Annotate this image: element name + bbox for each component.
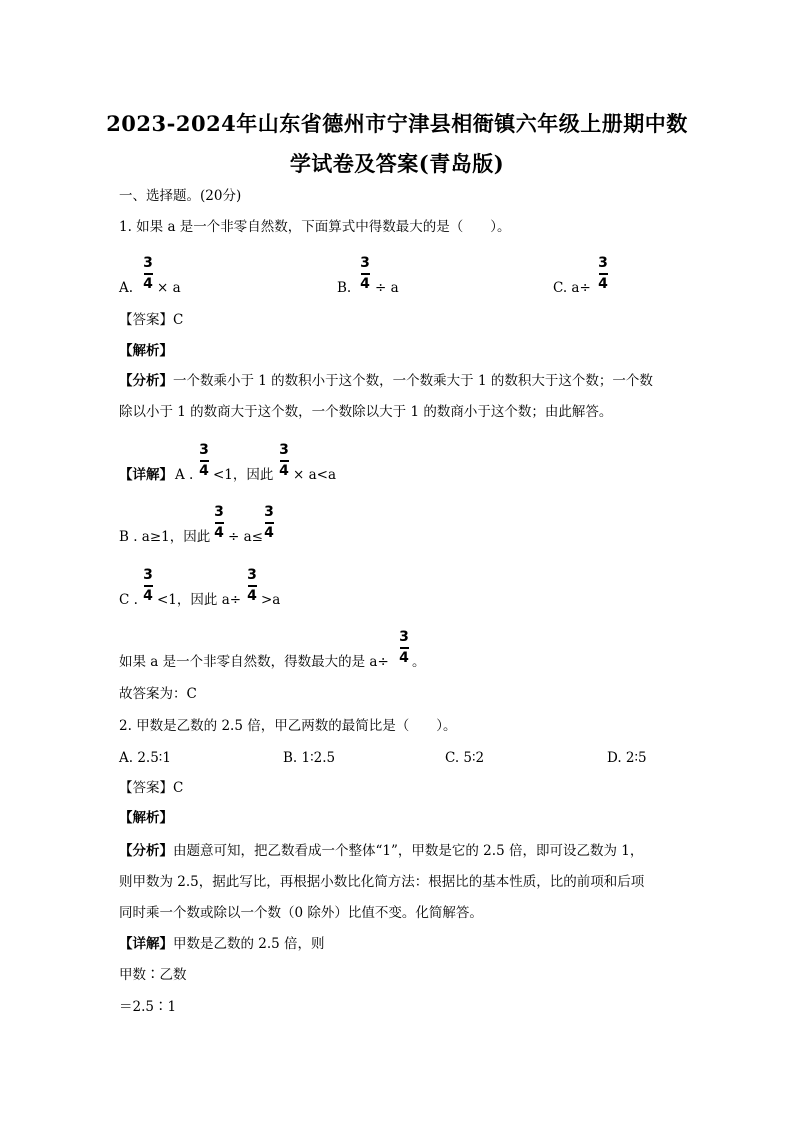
fraction-numerator: 3 (143, 567, 153, 583)
q1-detail-c-fraction-2 (245, 568, 259, 603)
q1-detail-a-mid: <1，因此 (213, 467, 274, 483)
q1-analysis-label: 【解析】 (119, 343, 173, 359)
q1-conclusion-text: 如果 a 是一个非零自然数，得数最大的是 a÷ (119, 654, 389, 670)
q1-option-c-fraction (596, 256, 610, 291)
q1-answer: 【答案】C (119, 312, 184, 328)
q1-detail-a-fraction-1 (197, 443, 211, 478)
fraction-denominator: 4 (199, 463, 209, 479)
fraction-numerator: 3 (399, 629, 409, 645)
fraction-numerator: 3 (143, 255, 153, 271)
fraction-numerator: 3 (598, 255, 608, 271)
fraction-numerator: 3 (214, 504, 224, 520)
q1-detail-a-fraction-2 (277, 443, 291, 478)
q2-detail-line-1 (119, 938, 325, 952)
fraction-bar (361, 273, 370, 275)
q1-analysis-line-1 (119, 375, 653, 389)
q2-analysis-label: 【解析】 (119, 810, 173, 826)
fraction-bar (599, 273, 608, 275)
q1-detail-b-prefix: B . a≥1，因此 (119, 529, 211, 545)
q2-analysis-text-1: 由题意可知，把乙数看成一个整体“1”，甲数是它的 2.5 倍，即可设乙数为 1， (173, 843, 644, 859)
q1-detail-b-fraction-1 (212, 505, 226, 540)
fraction-denominator: 4 (360, 276, 370, 292)
q2-analysis-line-1 (119, 845, 643, 859)
fraction-bar (144, 273, 153, 275)
q1-option-a-text: × a (157, 280, 181, 296)
fraction-bar (248, 585, 257, 587)
q1-detail-b-fraction-2 (262, 505, 276, 540)
fraction-denominator: 4 (399, 650, 409, 666)
q2-stem: 2. 甲数是乙数的 2.5 倍，甲乙两数的最简比是（ ）。 (119, 718, 457, 734)
q1-conclusion-end: 。 (412, 654, 426, 670)
q2-analysis-line-3: 同时乘一个数或除以一个数（0 除外）比值不变。化简解答。 (119, 905, 483, 921)
q1-option-b-label: B. (337, 280, 352, 296)
q1-option-a-label: A. (119, 280, 134, 296)
section-heading: 一、选择题。(20分) (119, 188, 242, 204)
fraction-numerator: 3 (199, 442, 209, 458)
fraction-denominator: 4 (214, 525, 224, 541)
q1-detail-c-prefix: C . (119, 592, 138, 608)
q2-answer: 【答案】C (119, 780, 184, 796)
fraction-bar (400, 647, 409, 649)
q1-detail-b-mid: ÷ a≤ (228, 529, 263, 545)
q1-detail-a-prefix: A . (175, 467, 194, 483)
title-line-1: 2023-2024年山东省德州市宁津县相衙镇六年级上册期中数 (106, 111, 688, 136)
q1-option-b-text: ÷ a (375, 280, 399, 296)
q1-detail-a-end: × a<a (293, 467, 337, 483)
q2-option-b: B. 1∶2.5 (283, 750, 336, 766)
q1-analysis-text-1: 一个数乘小于 1 的数积小于这个数，一个数乘大于 1 的数积大于这个数；一个数 (173, 373, 653, 389)
q1-detail-c-end: >a (261, 592, 281, 608)
q1-conclusion-fraction (397, 630, 411, 665)
q1-final-answer: 故答案为：C (119, 686, 197, 702)
q1-stem: 1. 如果 a 是一个非零自然数，下面算式中得数最大的是（ ）。 (119, 219, 511, 235)
q1-option-a-fraction (141, 256, 155, 291)
fraction-bar (200, 460, 209, 462)
title-line-2: 学试卷及答案(青岛版) (289, 151, 505, 176)
q1-analysis-line-2: 除以小于 1 的数商大于这个数，一个数除以大于 1 的数商小于这个数；由此解答。 (119, 404, 613, 420)
q2-option-d: D. 2∶5 (607, 750, 647, 766)
fraction-numerator: 3 (279, 442, 289, 458)
q2-detail-text-1: 甲数是乙数的 2.5 倍，则 (173, 936, 325, 952)
q2-analysis-tag: 【分析】 (119, 843, 173, 859)
fraction-denominator: 4 (247, 588, 257, 604)
fraction-denominator: 4 (143, 276, 153, 292)
q2-detail-line-3: ＝2.5∶1 (119, 999, 177, 1015)
fraction-bar (265, 522, 274, 524)
fraction-bar (144, 585, 153, 587)
fraction-numerator: 3 (247, 567, 257, 583)
q1-option-b-fraction (358, 256, 372, 291)
q2-analysis-line-2: 则甲数为 2.5，据此写比，再根据小数比化简方法：根据比的基本性质，比的前项和后项 (119, 874, 645, 890)
fraction-numerator: 3 (264, 504, 274, 520)
q1-option-c-label: C. a÷ (553, 280, 591, 296)
q2-option-c: C. 5∶2 (445, 750, 485, 766)
fraction-numerator: 3 (360, 255, 370, 271)
fraction-denominator: 4 (598, 276, 608, 292)
fraction-bar (280, 460, 289, 462)
q2-detail-tag: 【详解】 (119, 936, 173, 952)
q1-analysis-tag: 【分析】 (119, 373, 173, 389)
q1-detail-c-mid: <1，因此 a÷ (157, 592, 242, 608)
fraction-denominator: 4 (264, 525, 274, 541)
q2-option-a: A. 2.5∶1 (119, 750, 171, 766)
q1-detail-tag: 【详解】 (119, 467, 173, 483)
q2-detail-line-2: 甲数∶乙数 (119, 967, 187, 983)
q1-detail-c-fraction-1 (141, 568, 155, 603)
fraction-bar (215, 522, 224, 524)
fraction-denominator: 4 (279, 463, 289, 479)
fraction-denominator: 4 (143, 588, 153, 604)
